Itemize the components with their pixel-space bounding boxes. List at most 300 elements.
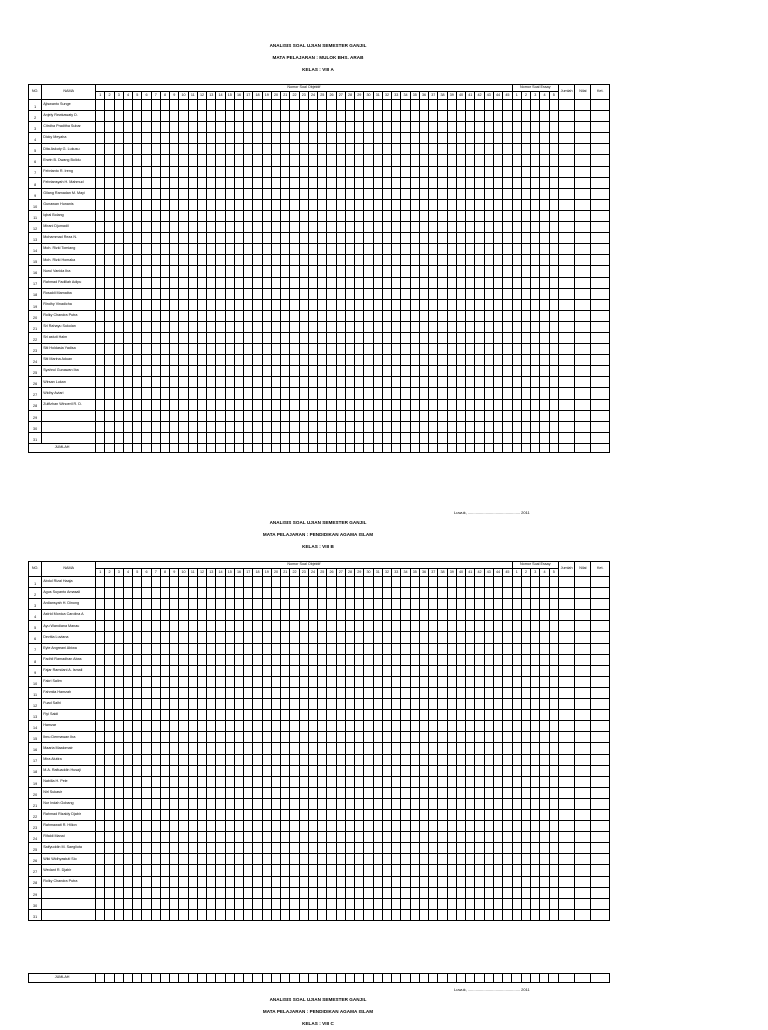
score-cell[interactable]	[531, 100, 540, 111]
score-cell[interactable]	[401, 244, 410, 255]
score-cell[interactable]	[253, 111, 262, 122]
score-cell[interactable]	[188, 321, 197, 332]
score-cell[interactable]	[484, 876, 493, 887]
score-cell[interactable]	[419, 876, 428, 887]
score-cell[interactable]	[419, 676, 428, 687]
score-cell[interactable]	[142, 809, 151, 820]
score-cell[interactable]	[216, 754, 225, 765]
score-cell[interactable]	[419, 277, 428, 288]
score-cell[interactable]	[188, 854, 197, 865]
jumlah-cell[interactable]	[438, 443, 447, 452]
score-cell[interactable]	[244, 909, 253, 920]
jumlah-cell[interactable]	[290, 443, 299, 452]
score-cell[interactable]	[355, 754, 364, 765]
score-cell[interactable]	[170, 577, 179, 588]
score-cell[interactable]	[355, 277, 364, 288]
score-cell[interactable]	[142, 288, 151, 299]
score-cell[interactable]	[531, 266, 540, 277]
score-cell[interactable]	[493, 821, 502, 832]
score-cell[interactable]	[540, 133, 549, 144]
score-cell[interactable]	[160, 754, 169, 765]
score-cell[interactable]	[575, 743, 591, 754]
score-cell[interactable]	[503, 676, 513, 687]
score-cell[interactable]	[466, 765, 475, 776]
score-cell[interactable]	[382, 610, 391, 621]
score-cell[interactable]	[142, 843, 151, 854]
score-cell[interactable]	[466, 177, 475, 188]
jumlah-cell[interactable]	[105, 974, 114, 983]
score-cell[interactable]	[96, 588, 105, 599]
score-cell[interactable]	[484, 843, 493, 854]
score-cell[interactable]	[355, 155, 364, 166]
score-cell[interactable]	[188, 210, 197, 221]
score-cell[interactable]	[558, 865, 574, 876]
score-cell[interactable]	[133, 299, 142, 310]
score-cell[interactable]	[105, 865, 114, 876]
score-cell[interactable]	[419, 577, 428, 588]
score-cell[interactable]	[512, 765, 521, 776]
score-cell[interactable]	[105, 754, 114, 765]
score-cell[interactable]	[466, 199, 475, 210]
score-cell[interactable]	[512, 699, 521, 710]
score-cell[interactable]	[392, 388, 401, 399]
score-cell[interactable]	[429, 188, 438, 199]
score-cell[interactable]	[123, 299, 132, 310]
score-cell[interactable]	[549, 377, 558, 388]
score-cell[interactable]	[540, 743, 549, 754]
score-cell[interactable]	[262, 732, 271, 743]
score-cell[interactable]	[96, 377, 105, 388]
score-cell[interactable]	[225, 100, 234, 111]
score-cell[interactable]	[327, 854, 336, 865]
score-cell[interactable]	[290, 743, 299, 754]
score-cell[interactable]	[419, 122, 428, 133]
score-cell[interactable]	[133, 865, 142, 876]
score-cell[interactable]	[160, 432, 169, 443]
score-cell[interactable]	[364, 377, 373, 388]
score-cell[interactable]	[234, 144, 243, 155]
score-cell[interactable]	[475, 388, 484, 399]
score-cell[interactable]	[466, 299, 475, 310]
score-cell[interactable]	[456, 754, 465, 765]
score-cell[interactable]	[188, 665, 197, 676]
score-cell[interactable]	[105, 832, 114, 843]
score-cell[interactable]	[373, 676, 382, 687]
score-cell[interactable]	[234, 155, 243, 166]
score-cell[interactable]	[345, 244, 354, 255]
score-cell[interactable]	[558, 743, 574, 754]
score-cell[interactable]	[345, 665, 354, 676]
score-cell[interactable]	[447, 854, 456, 865]
score-cell[interactable]	[484, 144, 493, 155]
score-cell[interactable]	[123, 144, 132, 155]
score-cell[interactable]	[262, 332, 271, 343]
score-cell[interactable]	[419, 765, 428, 776]
score-cell[interactable]	[133, 854, 142, 865]
score-cell[interactable]	[142, 610, 151, 621]
score-cell[interactable]	[96, 166, 105, 177]
score-cell[interactable]	[575, 133, 591, 144]
score-cell[interactable]	[475, 222, 484, 233]
score-cell[interactable]	[484, 588, 493, 599]
score-cell[interactable]	[447, 210, 456, 221]
score-cell[interactable]	[133, 377, 142, 388]
score-cell[interactable]	[271, 421, 280, 432]
score-cell[interactable]	[290, 244, 299, 255]
score-cell[interactable]	[531, 687, 540, 698]
score-cell[interactable]	[207, 310, 216, 321]
score-cell[interactable]	[575, 876, 591, 887]
score-cell[interactable]	[558, 100, 574, 111]
score-cell[interactable]	[549, 610, 558, 621]
score-cell[interactable]	[207, 721, 216, 732]
score-cell[interactable]	[133, 144, 142, 155]
score-cell[interactable]	[290, 199, 299, 210]
score-cell[interactable]	[160, 765, 169, 776]
score-cell[interactable]	[493, 344, 502, 355]
score-cell[interactable]	[364, 144, 373, 155]
score-cell[interactable]	[207, 388, 216, 399]
score-cell[interactable]	[262, 144, 271, 155]
score-cell[interactable]	[234, 355, 243, 366]
score-cell[interactable]	[575, 909, 591, 920]
score-cell[interactable]	[253, 610, 262, 621]
score-cell[interactable]	[114, 310, 123, 321]
score-cell[interactable]	[540, 721, 549, 732]
score-cell[interactable]	[558, 676, 574, 687]
score-cell[interactable]	[318, 721, 327, 732]
score-cell[interactable]	[438, 687, 447, 698]
score-cell[interactable]	[575, 610, 591, 621]
score-cell[interactable]	[521, 199, 530, 210]
score-cell[interactable]	[438, 654, 447, 665]
score-cell[interactable]	[225, 244, 234, 255]
score-cell[interactable]	[271, 222, 280, 233]
score-cell[interactable]	[123, 244, 132, 255]
score-cell[interactable]	[512, 177, 521, 188]
score-cell[interactable]	[318, 144, 327, 155]
score-cell[interactable]	[345, 111, 354, 122]
score-cell[interactable]	[438, 599, 447, 610]
score-cell[interactable]	[558, 588, 574, 599]
score-cell[interactable]	[96, 122, 105, 133]
score-cell[interactable]	[151, 809, 160, 820]
score-cell[interactable]	[575, 843, 591, 854]
score-cell[interactable]	[521, 854, 530, 865]
score-cell[interactable]	[575, 654, 591, 665]
score-cell[interactable]	[207, 898, 216, 909]
score-cell[interactable]	[290, 122, 299, 133]
score-cell[interactable]	[475, 854, 484, 865]
score-cell[interactable]	[410, 865, 419, 876]
score-cell[interactable]	[401, 876, 410, 887]
score-cell[interactable]	[540, 377, 549, 388]
score-cell[interactable]	[521, 865, 530, 876]
score-cell[interactable]	[355, 210, 364, 221]
score-cell[interactable]	[382, 144, 391, 155]
score-cell[interactable]	[493, 776, 502, 787]
score-cell[interactable]	[531, 166, 540, 177]
score-cell[interactable]	[591, 610, 610, 621]
score-cell[interactable]	[373, 654, 382, 665]
score-cell[interactable]	[438, 377, 447, 388]
score-cell[interactable]	[493, 266, 502, 277]
score-cell[interactable]	[188, 776, 197, 787]
score-cell[interactable]	[438, 577, 447, 588]
score-cell[interactable]	[253, 266, 262, 277]
score-cell[interactable]	[438, 876, 447, 887]
score-cell[interactable]	[133, 787, 142, 798]
score-cell[interactable]	[179, 809, 188, 820]
score-cell[interactable]	[225, 776, 234, 787]
score-cell[interactable]	[160, 155, 169, 166]
score-cell[interactable]	[225, 210, 234, 221]
score-cell[interactable]	[521, 710, 530, 721]
score-cell[interactable]	[364, 699, 373, 710]
score-cell[interactable]	[216, 632, 225, 643]
score-cell[interactable]	[364, 421, 373, 432]
score-cell[interactable]	[327, 699, 336, 710]
score-cell[interactable]	[327, 577, 336, 588]
score-cell[interactable]	[142, 887, 151, 898]
score-cell[interactable]	[244, 765, 253, 776]
score-cell[interactable]	[207, 876, 216, 887]
score-cell[interactable]	[438, 887, 447, 898]
score-cell[interactable]	[281, 100, 290, 111]
score-cell[interactable]	[318, 299, 327, 310]
score-cell[interactable]	[114, 321, 123, 332]
score-cell[interactable]	[114, 355, 123, 366]
score-cell[interactable]	[170, 332, 179, 343]
score-cell[interactable]	[179, 577, 188, 588]
score-cell[interactable]	[456, 233, 465, 244]
score-cell[interactable]	[355, 166, 364, 177]
score-cell[interactable]	[345, 721, 354, 732]
score-cell[interactable]	[179, 721, 188, 732]
score-cell[interactable]	[549, 654, 558, 665]
score-cell[interactable]	[558, 798, 574, 809]
score-cell[interactable]	[244, 865, 253, 876]
score-cell[interactable]	[290, 887, 299, 898]
score-cell[interactable]	[345, 754, 354, 765]
score-cell[interactable]	[549, 332, 558, 343]
score-cell[interactable]	[253, 210, 262, 221]
score-cell[interactable]	[364, 599, 373, 610]
score-cell[interactable]	[355, 244, 364, 255]
score-cell[interactable]	[382, 111, 391, 122]
score-cell[interactable]	[160, 244, 169, 255]
score-cell[interactable]	[188, 821, 197, 832]
score-cell[interactable]	[114, 665, 123, 676]
jumlah-cell[interactable]	[475, 443, 484, 452]
score-cell[interactable]	[392, 332, 401, 343]
score-cell[interactable]	[336, 721, 345, 732]
score-cell[interactable]	[318, 210, 327, 221]
score-cell[interactable]	[429, 210, 438, 221]
score-cell[interactable]	[105, 122, 114, 133]
score-cell[interactable]	[290, 699, 299, 710]
jumlah-cell[interactable]	[429, 974, 438, 983]
score-cell[interactable]	[234, 588, 243, 599]
score-cell[interactable]	[179, 710, 188, 721]
score-cell[interactable]	[382, 687, 391, 698]
jumlah-cell[interactable]	[170, 443, 179, 452]
jumlah-cell[interactable]	[540, 974, 549, 983]
score-cell[interactable]	[521, 665, 530, 676]
score-cell[interactable]	[591, 621, 610, 632]
score-cell[interactable]	[591, 809, 610, 820]
score-cell[interactable]	[281, 332, 290, 343]
score-cell[interactable]	[429, 599, 438, 610]
score-cell[interactable]	[466, 288, 475, 299]
score-cell[interactable]	[558, 410, 574, 421]
score-cell[interactable]	[105, 909, 114, 920]
score-cell[interactable]	[558, 144, 574, 155]
score-cell[interactable]	[447, 199, 456, 210]
score-cell[interactable]	[318, 887, 327, 898]
score-cell[interactable]	[591, 410, 610, 421]
score-cell[interactable]	[355, 321, 364, 332]
score-cell[interactable]	[290, 610, 299, 621]
score-cell[interactable]	[197, 122, 206, 133]
score-cell[interactable]	[318, 255, 327, 266]
score-cell[interactable]	[216, 210, 225, 221]
score-cell[interactable]	[216, 255, 225, 266]
score-cell[interactable]	[105, 776, 114, 787]
score-cell[interactable]	[151, 199, 160, 210]
score-cell[interactable]	[355, 643, 364, 654]
score-cell[interactable]	[327, 199, 336, 210]
score-cell[interactable]	[244, 887, 253, 898]
score-cell[interactable]	[419, 355, 428, 366]
score-cell[interactable]	[197, 377, 206, 388]
score-cell[interactable]	[364, 854, 373, 865]
score-cell[interactable]	[216, 898, 225, 909]
score-cell[interactable]	[447, 366, 456, 377]
score-cell[interactable]	[382, 410, 391, 421]
score-cell[interactable]	[308, 100, 317, 111]
score-cell[interactable]	[410, 687, 419, 698]
score-cell[interactable]	[179, 366, 188, 377]
score-cell[interactable]	[290, 577, 299, 588]
score-cell[interactable]	[484, 832, 493, 843]
score-cell[interactable]	[364, 288, 373, 299]
score-cell[interactable]	[299, 388, 308, 399]
score-cell[interactable]	[419, 299, 428, 310]
score-cell[interactable]	[438, 244, 447, 255]
score-cell[interactable]	[591, 366, 610, 377]
score-cell[interactable]	[521, 366, 530, 377]
score-cell[interactable]	[290, 676, 299, 687]
score-cell[interactable]	[503, 421, 513, 432]
score-cell[interactable]	[447, 421, 456, 432]
score-cell[interactable]	[234, 344, 243, 355]
jumlah-cell[interactable]	[382, 974, 391, 983]
score-cell[interactable]	[179, 255, 188, 266]
score-cell[interactable]	[336, 144, 345, 155]
score-cell[interactable]	[540, 244, 549, 255]
score-cell[interactable]	[96, 155, 105, 166]
score-cell[interactable]	[419, 155, 428, 166]
jumlah-cell[interactable]	[244, 974, 253, 983]
score-cell[interactable]	[170, 210, 179, 221]
score-cell[interactable]	[466, 843, 475, 854]
score-cell[interactable]	[336, 355, 345, 366]
score-cell[interactable]	[484, 299, 493, 310]
score-cell[interactable]	[188, 909, 197, 920]
score-cell[interactable]	[225, 798, 234, 809]
score-cell[interactable]	[392, 244, 401, 255]
score-cell[interactable]	[318, 621, 327, 632]
score-cell[interactable]	[493, 599, 502, 610]
score-cell[interactable]	[456, 577, 465, 588]
score-cell[interactable]	[253, 599, 262, 610]
score-cell[interactable]	[142, 266, 151, 277]
score-cell[interactable]	[484, 321, 493, 332]
score-cell[interactable]	[142, 599, 151, 610]
score-cell[interactable]	[493, 166, 502, 177]
score-cell[interactable]	[105, 710, 114, 721]
score-cell[interactable]	[540, 909, 549, 920]
score-cell[interactable]	[549, 233, 558, 244]
score-cell[interactable]	[207, 909, 216, 920]
score-cell[interactable]	[133, 643, 142, 654]
score-cell[interactable]	[188, 344, 197, 355]
score-cell[interactable]	[216, 832, 225, 843]
score-cell[interactable]	[262, 721, 271, 732]
score-cell[interactable]	[170, 310, 179, 321]
jumlah-cell[interactable]	[197, 974, 206, 983]
score-cell[interactable]	[503, 643, 513, 654]
score-cell[interactable]	[558, 188, 574, 199]
score-cell[interactable]	[503, 743, 513, 754]
score-cell[interactable]	[151, 288, 160, 299]
score-cell[interactable]	[336, 632, 345, 643]
score-cell[interactable]	[308, 599, 317, 610]
score-cell[interactable]	[188, 255, 197, 266]
score-cell[interactable]	[290, 355, 299, 366]
score-cell[interactable]	[207, 887, 216, 898]
score-cell[interactable]	[429, 621, 438, 632]
score-cell[interactable]	[160, 355, 169, 366]
score-cell[interactable]	[262, 610, 271, 621]
score-cell[interactable]	[197, 798, 206, 809]
score-cell[interactable]	[531, 876, 540, 887]
score-cell[interactable]	[521, 699, 530, 710]
jumlah-cell[interactable]	[466, 443, 475, 452]
score-cell[interactable]	[244, 687, 253, 698]
score-cell[interactable]	[531, 665, 540, 676]
score-cell[interactable]	[364, 787, 373, 798]
score-cell[interactable]	[575, 643, 591, 654]
score-cell[interactable]	[225, 233, 234, 244]
score-cell[interactable]	[290, 909, 299, 920]
score-cell[interactable]	[133, 288, 142, 299]
score-cell[interactable]	[207, 321, 216, 332]
score-cell[interactable]	[521, 266, 530, 277]
score-cell[interactable]	[345, 210, 354, 221]
score-cell[interactable]	[591, 776, 610, 787]
score-cell[interactable]	[179, 288, 188, 299]
score-cell[interactable]	[142, 155, 151, 166]
score-cell[interactable]	[438, 732, 447, 743]
score-cell[interactable]	[373, 865, 382, 876]
score-cell[interactable]	[466, 399, 475, 410]
score-cell[interactable]	[290, 599, 299, 610]
score-cell[interactable]	[531, 288, 540, 299]
score-cell[interactable]	[299, 366, 308, 377]
jumlah-cell[interactable]	[438, 974, 447, 983]
